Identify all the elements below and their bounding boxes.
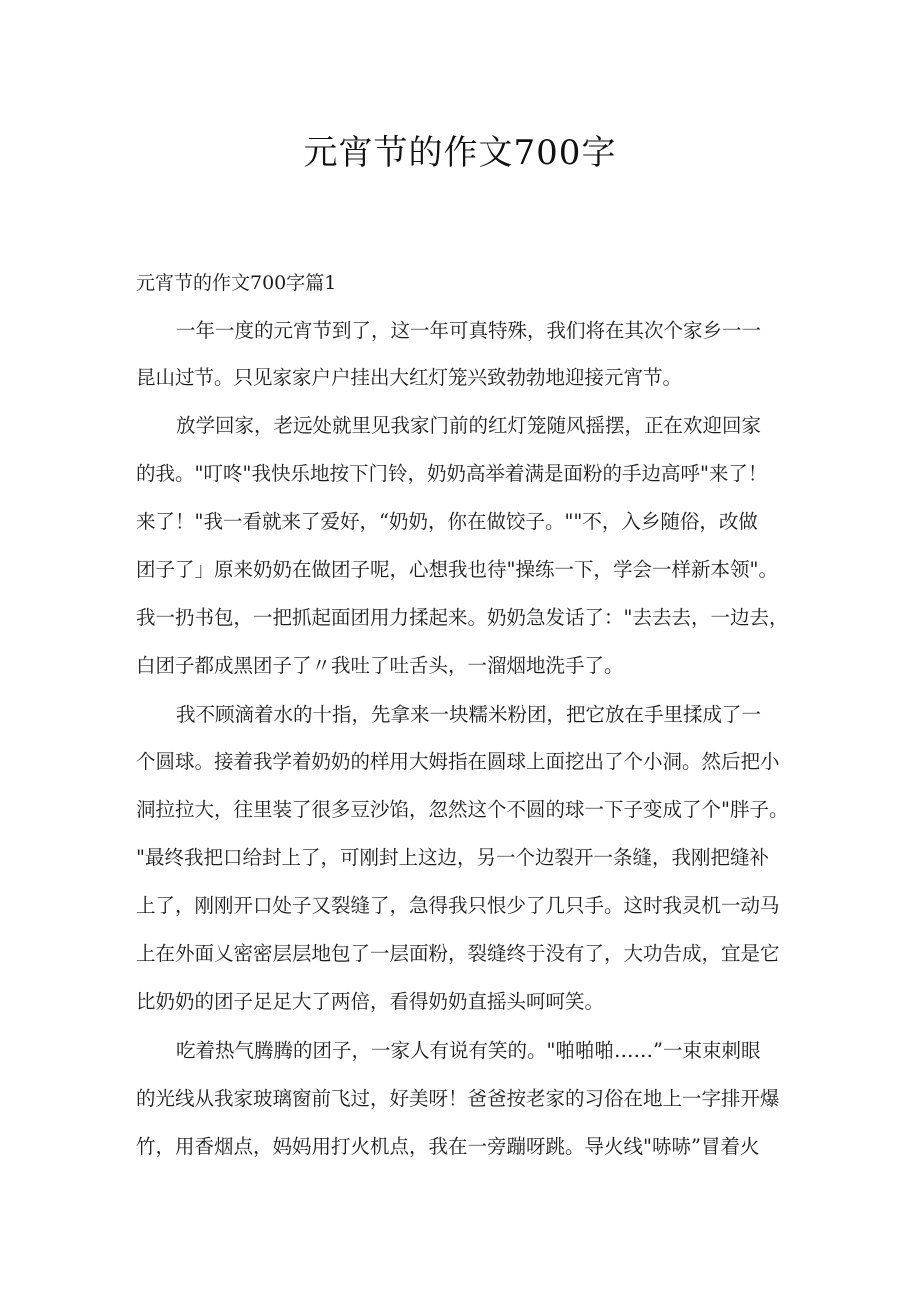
text-line: 的我。"叮咚"我快乐地按下门铃，奶奶高举着满是面粉的手边高呼"来了！ bbox=[136, 462, 768, 485]
text-line: 我一扔书包，一把抓起面团用力揉起来。奶奶急发话了："去去去，一边去， bbox=[136, 606, 789, 629]
section-title: 元宵节的作文700字篇1 bbox=[136, 272, 337, 294]
text-line: 团子了」原来奶奶在做团子呢，心想我也待"操练一下，学会一样新本领"。 bbox=[136, 558, 778, 581]
text-line: 的光线从我家玻璃窗前飞过，好美呀！爸爸按老家的习俗在地上一字排开爆 bbox=[136, 1087, 780, 1110]
text-line: 吃着热气腾腾的团子，一家人有说有笑的。"啪啪啪……”一束束刺眼 bbox=[176, 1039, 761, 1062]
text-line: 来了！"我一看就来了爱好，“奶奶，你在做饺子。""不，入乡随俗，改做 bbox=[136, 510, 758, 533]
text-line: "最终我把口给封上了，可刚封上这边，另一个边裂开一条缝，我刚把缝补 bbox=[136, 846, 769, 869]
text-line: 上了，刚刚开口处子又裂缝了，急得我只恨少了几只手。这时我灵机一动马 bbox=[136, 894, 780, 917]
document-title: 元宵节的作文700字 bbox=[303, 133, 617, 173]
text-line: 我不顾滴着水的十指，先拿来一块糯米粉团，把它放在手里揉成了一 bbox=[176, 703, 762, 726]
text-line: 竹，用香烟点，妈妈用打火机点，我在一旁蹦呀跳。导火线"哧哧”冒着火 bbox=[136, 1135, 760, 1158]
text-line: 个圆球。接着我学着奶奶的样用大姆指在圆球上面挖出了个小洞。然后把小 bbox=[136, 750, 780, 773]
text-line: 放学回家，老远处就里见我家门前的红灯笼随风摇摆，正在欢迎回家 bbox=[176, 414, 762, 437]
text-line: 上在外面乂密密层层地包了一层面粉，裂缝终于没有了，大功告成，宜是它 bbox=[136, 942, 780, 965]
text-line: 昆山过节。只见家家户户挂出大红灯笼兴致勃勃地迎接元宵节。 bbox=[136, 366, 683, 389]
text-line: 比奶奶的团子足足大了两倍，看得奶奶直摇头呵呵笑。 bbox=[136, 990, 605, 1013]
text-line: 一年一度的元宵节到了，这一年可真特殊，我们将在其次个家乡一一 bbox=[176, 319, 762, 342]
text-line: 白团子都成黑团子了〃我吐了吐舌头，一溜烟地洗手了。 bbox=[136, 654, 624, 677]
text-line: 洞拉拉大，往里装了很多豆沙馅，忽然这个不圆的球一下子变成了个"胖子。 bbox=[136, 798, 789, 821]
